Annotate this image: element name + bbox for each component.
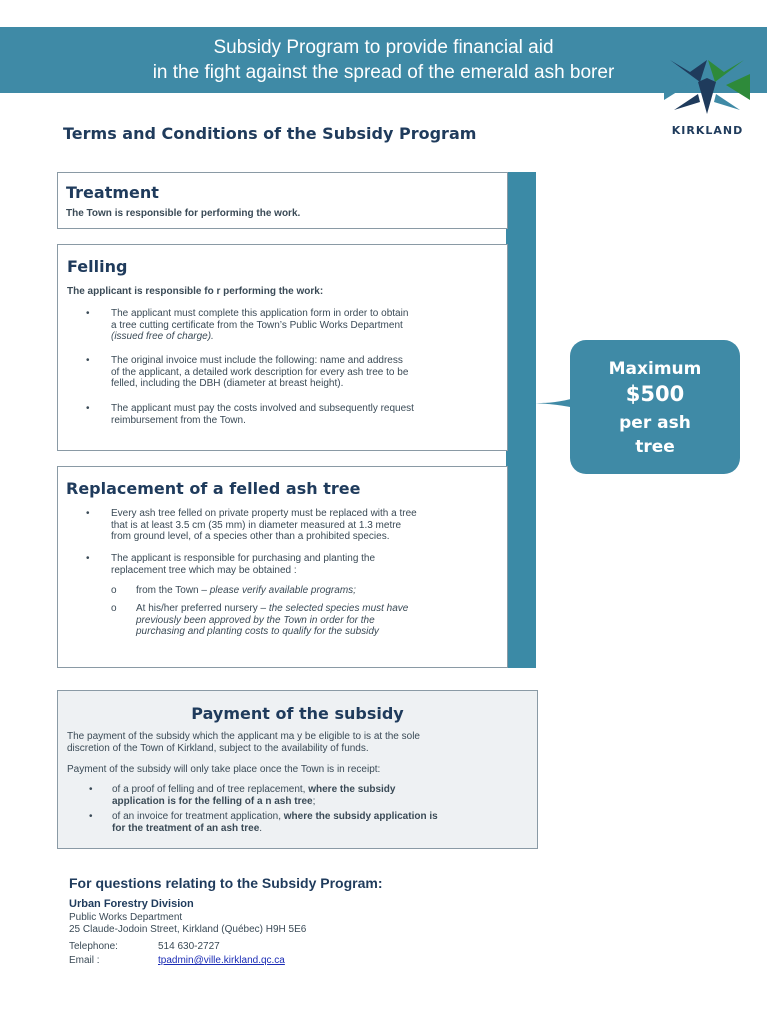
replacement-bullet-1	[111, 508, 417, 543]
banner-title-line-2: in the fight against the spread of the emerald ash borer	[152, 62, 615, 83]
sub-bullet-2-note-2: previously been approved by the Town in order for the	[136, 614, 375, 626]
replacement-section	[57, 466, 508, 668]
payment-paragraph-1	[67, 731, 420, 754]
callout-tree-label: tree	[635, 437, 675, 457]
payment-bullet-1-tail: ;	[312, 795, 316, 807]
sidebar-accent-bar	[506, 172, 536, 668]
payment-bullet-1	[112, 784, 395, 807]
replacement-bullet-2	[111, 553, 375, 576]
felling-bullet-2-line-1: The original invoice must include the following: name and address	[111, 355, 403, 366]
felling-bullet-2-line-2: of the applicant, a detailed work description for every ash tree to be	[111, 366, 409, 378]
replacement-bullet-1-line-1: Every ash tree felled on private property must be replaced with a tree	[111, 508, 417, 519]
payment-bullet-1-bold-2: application is for the felling of a n ash tree	[112, 795, 313, 807]
sub-bullet-1-text: from the Town –	[136, 585, 210, 596]
payment-paragraph-1-line-2: discretion of the Town of Kirkland, subject to the availability of funds.	[67, 742, 369, 754]
contact-phone-label: Telephone:	[69, 941, 118, 952]
contact-phone: 514 630-2727	[158, 941, 220, 952]
payment-bullet-2-bold-2: for the treatment of an ash tree	[112, 822, 260, 834]
payment-paragraph-1-line-1: The payment of the subsidy which the applicant ma y be eligible to is at the sole	[67, 731, 420, 742]
felling-bullet-1-line-1: The applicant must complete this application form in order to obtain	[111, 308, 409, 319]
felling-bullet-3-line-1: The applicant must pay the costs involved and subsequently request	[111, 403, 414, 414]
bullet-icon: •	[86, 403, 90, 414]
felling-bullet-2	[111, 355, 408, 390]
felling-section	[57, 244, 508, 451]
contact-email-label: Email :	[69, 955, 100, 966]
payment-section	[57, 690, 538, 849]
contact-address: 25 Claude-Jodoin Street, Kirkland (Québec) H9H 5E6	[69, 924, 307, 935]
payment-bullet-1-text: of a proof of felling and of tree replacement,	[112, 784, 309, 795]
contact-email-link[interactable]: tpadmin@ville.kirkland.qc.ca	[158, 955, 285, 966]
contact-title: For questions relating to the Subsidy Program:	[69, 875, 383, 891]
replacement-sub-bullet-1	[136, 585, 356, 597]
bullet-icon: •	[86, 355, 90, 366]
payment-bullet-2	[112, 811, 438, 834]
felling-bullet-3	[111, 403, 414, 426]
payment-bullet-2-tail: .	[259, 822, 263, 834]
sub-bullet-2-note-1: the selected species must have	[268, 603, 409, 614]
bullet-icon: •	[89, 811, 93, 822]
callout-maximum-label: Maximum	[608, 359, 702, 379]
callout-per-label: per ash	[619, 413, 691, 433]
treatment-section	[57, 172, 508, 229]
page-subtitle: Terms and Conditions of the Subsidy Program	[63, 124, 477, 143]
treatment-title: Treatment	[66, 183, 159, 202]
callout-amount: $500	[625, 382, 685, 406]
replacement-sub-bullet-2	[136, 603, 408, 638]
bullet-icon: •	[89, 784, 93, 795]
banner-title-line-1: Subsidy Program to provide financial aid	[213, 37, 554, 58]
payment-bullet-2-text: of an invoice for treatment application,	[112, 811, 284, 822]
logo-wordmark: KIRKLAND	[671, 124, 744, 137]
kirkland-logo	[660, 52, 755, 142]
maximum-amount-callout	[570, 340, 740, 474]
replacement-bullet-2-line-2: replacement tree which may be obtained :	[111, 564, 297, 576]
contact-department: Public Works Department	[69, 912, 183, 923]
replacement-title: Replacement of a felled ash tree	[66, 479, 361, 498]
bullet-icon: •	[86, 553, 90, 564]
replacement-bullet-1-line-2: that is at least 3.5 cm (35 mm) in diameter measured at 1.3 metre	[111, 519, 402, 531]
sub-bullet-2-text: At his/her preferred nursery –	[136, 603, 269, 614]
felling-bullet-1	[111, 308, 408, 343]
felling-bullet-2-line-3: felled, including the DBH (diameter at breast height).	[111, 378, 344, 390]
felling-bullet-1-note: (issued free of charge).	[111, 331, 214, 343]
felling-title: Felling	[67, 257, 128, 276]
sub-bullet-1-note: please verify available programs;	[209, 585, 356, 596]
callout-pointer	[535, 396, 575, 410]
payment-bullet-2-bold-1: where the subsidy application is	[283, 811, 438, 822]
felling-bullet-3-line-2: reimbursement from the Town.	[111, 414, 246, 426]
kirkland-logo-icon	[660, 52, 755, 118]
felling-bullet-1-line-2: a tree cutting certificate from the Town’s Public Works Department	[111, 319, 403, 331]
bullet-icon: •	[86, 508, 90, 519]
sub-bullet-2-note-3: purchasing and planting costs to qualify for the subsidy	[136, 626, 379, 638]
treatment-text: The Town is responsible for performing the work.	[66, 208, 301, 219]
payment-bullet-1-bold-1: where the subsidy	[308, 784, 396, 795]
sub-bullet-icon: o	[111, 585, 117, 596]
contact-division: Urban Forestry Division	[69, 898, 194, 910]
bullet-icon: •	[86, 308, 90, 319]
felling-intro: The applicant is responsible fo r performing the work:	[67, 286, 324, 297]
replacement-bullet-2-line-1: The applicant is responsible for purchasing and planting the	[111, 553, 376, 564]
replacement-bullet-1-line-3: from ground level, of a species other than a prohibited species.	[111, 531, 390, 543]
payment-title: Payment of the subsidy	[191, 704, 404, 723]
payment-paragraph-2: Payment of the subsidy will only take place once the Town is in receipt:	[67, 764, 381, 775]
header-banner	[0, 27, 767, 93]
sub-bullet-icon: o	[111, 603, 117, 614]
